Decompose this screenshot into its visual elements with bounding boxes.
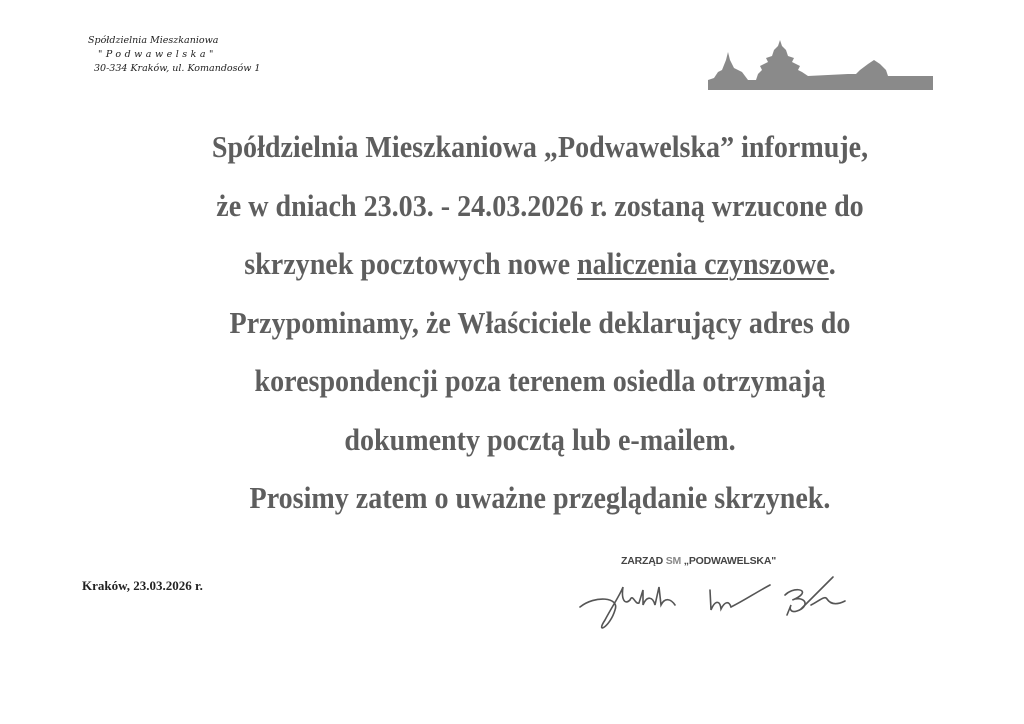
org-address: 30-334 Kraków, ul. Komandosów 1 bbox=[94, 63, 261, 74]
notice-line-3-period: . bbox=[828, 247, 836, 281]
issue-date: Kraków, 23.03.2026 r. bbox=[82, 578, 203, 593]
notice-line-1: Spółdzielnia Mieszkaniowa „Podwawelska” informuje, bbox=[211, 130, 869, 164]
notice-line-3 bbox=[135, 235, 945, 294]
notice-line-4: Przypominamy, że Właściciele deklarujący adres do bbox=[229, 305, 851, 340]
notice-line-6: dokumenty pocztą lub e-mailem. bbox=[344, 422, 736, 457]
notice-line-7: Prosimy zatem o uważne przeglądanie skrzynek. bbox=[249, 481, 831, 515]
org-name-quoted: "Podwawelska" bbox=[98, 49, 217, 60]
board-label-part1: ZARZĄD bbox=[621, 555, 666, 567]
notice-line-2: że w dniach 23.03. - 24.03.2026 r. zostaną wrzucone do bbox=[216, 188, 864, 223]
castle-skyline-logo bbox=[708, 38, 933, 96]
letterhead bbox=[88, 34, 288, 76]
notice-line-5: korespondencji poza terenem osiedla otrzymają bbox=[254, 364, 826, 398]
notice-body bbox=[100, 118, 980, 528]
handwritten-signatures-icon bbox=[575, 565, 870, 640]
org-name: Spółdzielnia Mieszkaniowa bbox=[88, 35, 219, 46]
board-label-part3: „PODWAWELSKA" bbox=[683, 555, 776, 567]
rent-charges-emphasis: naliczenia czynszowe bbox=[577, 247, 829, 281]
board-label-part2: SM bbox=[665, 555, 684, 567]
notice-line-3-text: skrzynek pocztowych nowe bbox=[244, 247, 578, 281]
